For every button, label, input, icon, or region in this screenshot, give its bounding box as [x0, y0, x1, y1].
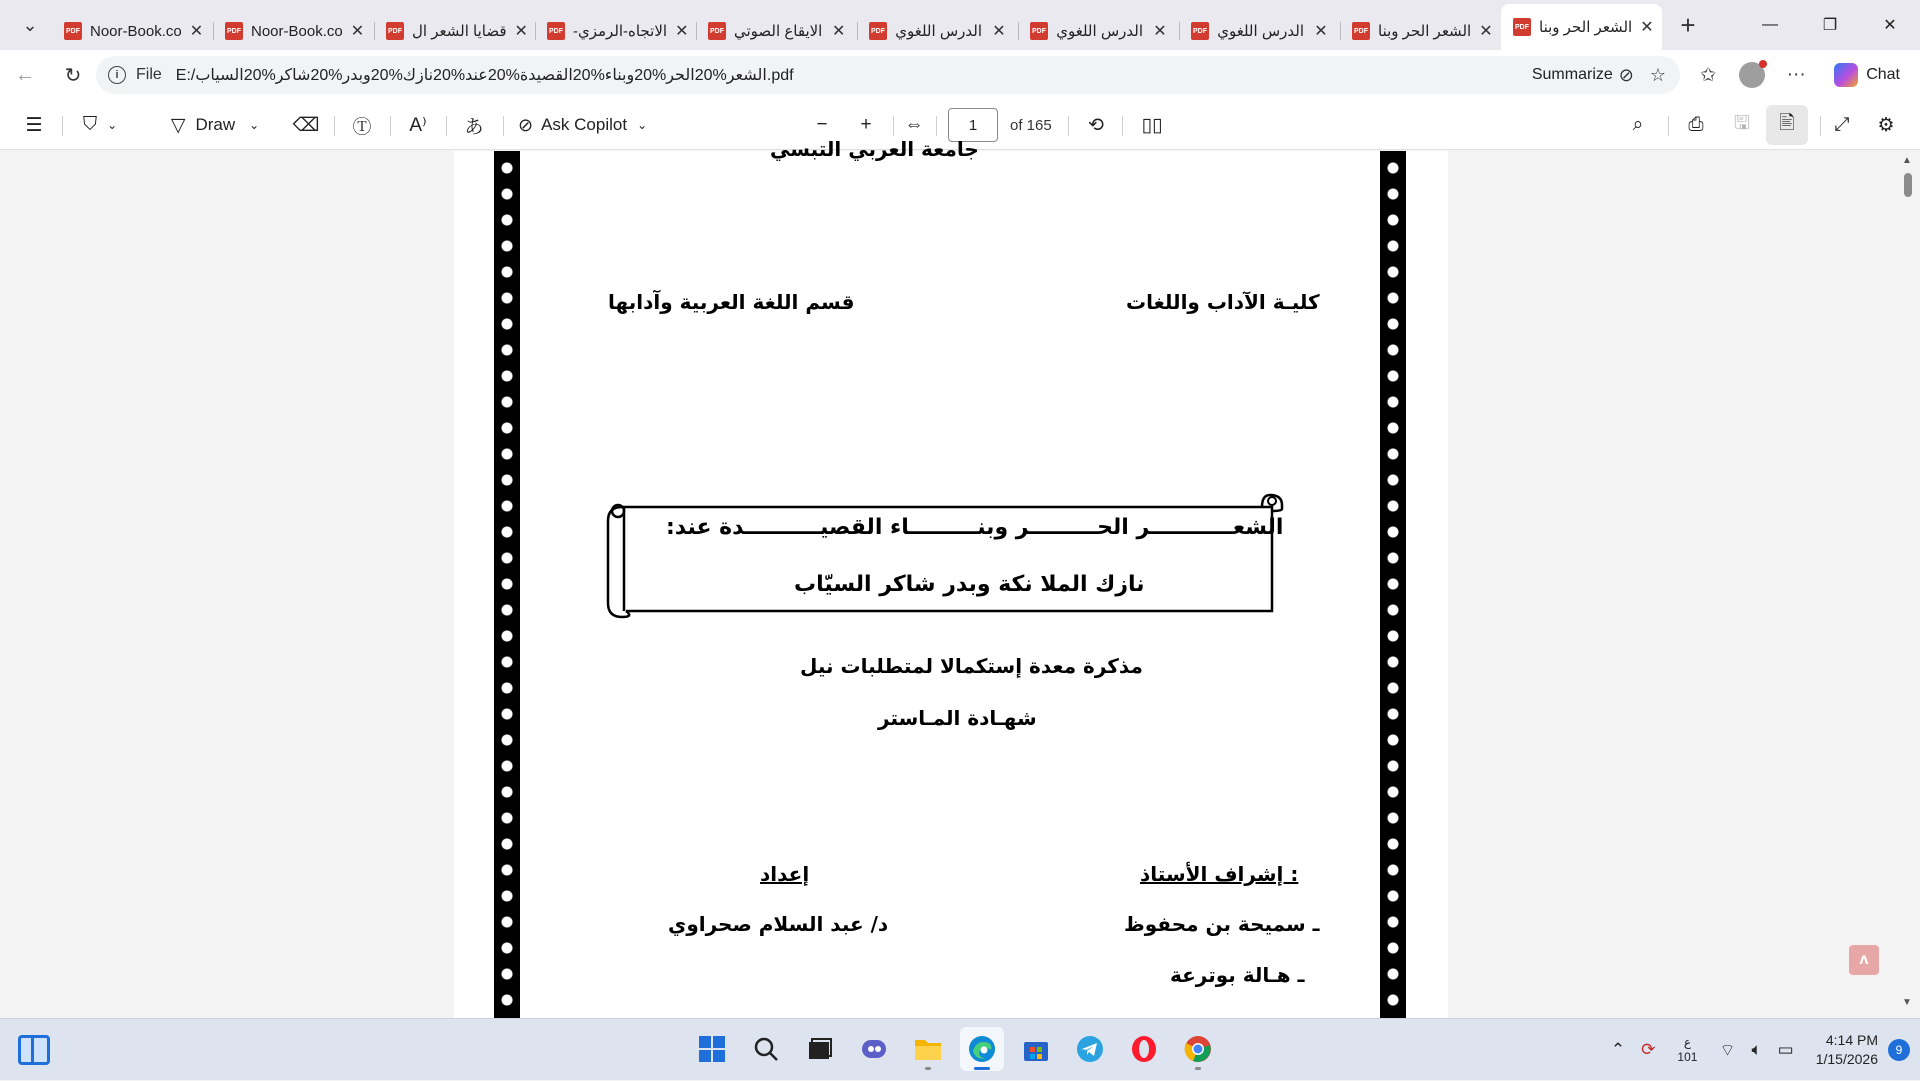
browser-tab[interactable] — [213, 12, 374, 50]
scrollbar-thumb[interactable] — [1904, 173, 1912, 197]
tab-close-icon[interactable]: ✕ — [189, 23, 204, 40]
tab-title: Noor-Book.co — [90, 22, 182, 40]
thesis-subtitle-1: مذكرة معدة إستكمالا لمتطلبات نيل — [800, 654, 1143, 678]
input-language-indicator[interactable] — [1677, 1035, 1697, 1065]
back-arrow-icon[interactable]: ← — [15, 63, 35, 86]
browser-tab[interactable] — [696, 12, 857, 50]
show-hidden-icons-chevron-icon[interactable]: ⌃ — [1610, 1040, 1626, 1059]
search-icon[interactable]: ⌕ — [1632, 114, 1644, 135]
pdf-file-icon: PDF — [1513, 18, 1531, 36]
teams-meet-icon[interactable] — [852, 1027, 896, 1071]
battery-icon[interactable]: ▭ — [1777, 1040, 1794, 1059]
tab-title: الدرس اللغوي — [1056, 23, 1143, 40]
acrobat-icon[interactable]: ᴧ — [1849, 945, 1879, 975]
university-name-cut: جامعة العربي التبسي — [770, 137, 979, 161]
tab-close-icon[interactable]: ✕ — [514, 23, 528, 40]
prepared-by-label — [760, 862, 809, 886]
fit-width-icon[interactable]: ⇔ — [904, 114, 924, 135]
draw-pen-icon: ▽ — [170, 114, 186, 136]
address-bar-row — [0, 50, 1920, 100]
faculty-name: كليـة الآداب واللغات — [1126, 290, 1320, 314]
save-icon[interactable]: 🖫 — [1733, 113, 1751, 134]
tab-close-icon[interactable]: ✕ — [1314, 23, 1328, 40]
pdf-file-icon: PDF — [64, 22, 82, 40]
page-number-input[interactable]: 1 — [948, 108, 998, 142]
address-bar-actions — [1686, 50, 1920, 100]
ask-copilot-label: Ask Copilot — [541, 115, 628, 134]
page-view-icon[interactable]: ▯▯ — [1141, 114, 1163, 136]
taskbar-pinned-apps — [690, 1027, 1220, 1071]
tab-close-icon[interactable]: ✕ — [831, 23, 846, 40]
contents-list-icon[interactable]: ☰ — [25, 114, 43, 136]
tab-strip — [0, 0, 1920, 50]
opera-browser-icon[interactable] — [1122, 1027, 1166, 1071]
draw-button[interactable] — [156, 100, 274, 150]
start-windows-icon[interactable] — [690, 1027, 734, 1071]
supervision-label-text: : إشراف الأستاذ — [1140, 862, 1299, 886]
task-view-icon[interactable] — [798, 1027, 842, 1071]
pdf-file-icon: PDF — [708, 22, 726, 40]
scroll-up-arrow-icon[interactable]: ▲ — [1902, 155, 1912, 166]
print-icon[interactable]: ⎙ — [1688, 114, 1704, 135]
chat-label: Chat — [1866, 66, 1900, 83]
tab-title: Noor-Book.co — [251, 22, 343, 40]
taskbar-search-icon[interactable] — [744, 1027, 788, 1071]
system-tray — [1603, 1019, 1910, 1081]
tab-title: الدرس اللغوي — [895, 23, 982, 40]
department-name: قسم اللغة العربية وآدابها — [608, 290, 855, 314]
tab-close-icon[interactable]: ✕ — [1479, 23, 1493, 40]
more-menu-icon[interactable]: ··· — [1786, 64, 1806, 85]
ask-copilot-button[interactable] — [518, 100, 670, 150]
pdf-file-icon: PDF — [1191, 22, 1209, 40]
supervision-label — [1140, 862, 1298, 886]
browser-tab[interactable] — [1018, 12, 1179, 50]
chrome-browser-icon[interactable] — [1176, 1027, 1220, 1071]
tab-actions-chevron-icon[interactable]: ⌄ — [22, 14, 38, 35]
tab-close-icon[interactable]: ✕ — [350, 23, 365, 40]
favorite-star-icon[interactable]: ☆ — [1649, 64, 1666, 85]
title-scroll-frame — [606, 491, 1286, 617]
language-line1: ع — [1683, 1035, 1692, 1049]
microsoft-store-icon[interactable] — [1014, 1027, 1058, 1071]
tab-close-icon[interactable]: ✕ — [675, 23, 689, 40]
draw-chevron-icon: ⌄ — [249, 118, 260, 132]
tab-close-icon[interactable]: ✕ — [1640, 19, 1654, 36]
minimize-icon[interactable]: — — [1762, 16, 1778, 33]
read-aloud-icon[interactable]: A⁾ — [409, 114, 427, 136]
tab-title: الايقاع الصوتي — [734, 23, 823, 40]
supervisor-name-1: ـ سميحة بن محفوظ — [1124, 912, 1320, 936]
preparer-name: د/ عبد السلام صحراوي — [668, 912, 889, 936]
add-text-icon[interactable]: Ⓣ — [352, 116, 372, 138]
avatar — [1739, 62, 1765, 88]
zoom-in-icon[interactable]: + — [860, 114, 872, 135]
decorative-border-right — [1380, 151, 1406, 1018]
copilot-chat-button[interactable] — [1824, 63, 1910, 87]
clock[interactable] — [1816, 1031, 1878, 1069]
thesis-title-line2: نازك الملا نكة وبدر شاكر السيّاب — [794, 572, 1145, 597]
edge-browser-icon[interactable] — [960, 1027, 1004, 1071]
pdf-file-icon: PDF — [869, 22, 887, 40]
tab-title: الشعر الحر وبنا — [1539, 19, 1633, 36]
url-text[interactable]: E:/الشعر%20الحر%20وبناء%20القصيدة%20عند%20نازك%20وبدر%20شاكر%20السياب.pdf — [175, 67, 794, 84]
sync-alert-icon[interactable]: ⟳ — [1641, 1040, 1656, 1059]
notification-badge[interactable]: 9 — [1888, 1039, 1910, 1061]
supervisor-name-2: ـ هـالة بوترعة — [1170, 963, 1305, 987]
pdf-file-icon: PDF — [1352, 22, 1370, 40]
address-bar[interactable] — [96, 56, 1680, 94]
browser-tab[interactable] — [52, 12, 213, 50]
zoom-out-icon[interactable]: − — [816, 114, 828, 135]
language-line2: 101 — [1677, 1050, 1698, 1064]
copilot-chevron-icon: ⌄ — [637, 118, 648, 132]
clock-date: 1/15/2026 — [1815, 1051, 1878, 1067]
translate-icon[interactable]: あ — [464, 116, 484, 138]
tab-title: الدرس اللغوي — [1217, 23, 1304, 40]
favorites-icon[interactable]: ✩ — [1700, 64, 1717, 86]
browser-tab[interactable] — [857, 12, 1018, 50]
fullscreen-icon[interactable]: ⤢ — [1834, 114, 1850, 135]
pdf-file-icon: PDF — [386, 22, 404, 40]
close-window-icon[interactable]: ✕ — [1883, 17, 1897, 34]
rotate-icon[interactable]: ⟲ — [1088, 114, 1104, 136]
browser-tab[interactable] — [374, 12, 535, 50]
copilot-icon: ⊘ — [518, 114, 534, 135]
clock-time: 4:14 PM — [1825, 1032, 1878, 1048]
decorative-border-left — [494, 151, 520, 1018]
summarize-label: Summarize — [1531, 66, 1613, 83]
profile-avatar[interactable] — [1730, 62, 1774, 88]
copilot-summarize-icon: ⊘ — [1618, 64, 1634, 85]
page-total-label: of 165 — [1010, 116, 1052, 134]
taskbar — [0, 1018, 1920, 1080]
thesis-subtitle-2: شهـادة المـاستر — [878, 706, 1037, 730]
pdf-page — [454, 137, 1448, 1018]
summarize-button[interactable] — [1532, 65, 1666, 86]
pdf-file-icon: PDF — [1030, 22, 1048, 40]
thesis-title-line1: الشعـــــــــــر الحـــــــــر وبنـــــــــاء القصيــــــــــدة عند: — [666, 515, 1284, 540]
restore-icon[interactable]: ❐ — [1822, 17, 1838, 34]
scroll-down-arrow-icon[interactable]: ▼ — [1902, 997, 1912, 1008]
pdf-viewport[interactable] — [0, 137, 1920, 1018]
highlight-icon[interactable]: ⛉ ⌄ — [82, 114, 118, 135]
file-scheme-label: File — [136, 66, 162, 83]
tab-close-icon[interactable]: ✕ — [992, 23, 1006, 40]
refresh-icon[interactable]: ↻ — [64, 64, 82, 87]
window-controls — [1740, 0, 1920, 50]
info-icon[interactable]: i — [108, 66, 126, 84]
browser-tab[interactable] — [1340, 12, 1501, 50]
settings-gear-icon[interactable]: ⚙ — [1877, 114, 1895, 136]
copilot-logo-icon — [1834, 63, 1858, 87]
eraser-icon[interactable]: ⌫ — [292, 114, 320, 136]
save-as-icon[interactable]: 🖹 — [1766, 105, 1808, 145]
tab-title: الشعر الحر وبنا — [1378, 23, 1472, 40]
file-explorer-icon[interactable] — [906, 1027, 950, 1071]
new-tab-plus-icon[interactable]: + — [1680, 9, 1696, 40]
browser-tab[interactable] — [1501, 4, 1662, 50]
vertical-scrollbar[interactable] — [1896, 151, 1920, 1018]
pdf-file-icon: PDF — [547, 22, 565, 40]
widgets-icon[interactable] — [18, 1035, 50, 1065]
browser-tab[interactable] — [1179, 12, 1340, 50]
draw-label: Draw — [195, 115, 236, 134]
telegram-icon[interactable] — [1068, 1027, 1112, 1071]
tab-list — [52, 0, 1662, 50]
prepared-by-label-text: إعداد — [760, 862, 810, 886]
tab-title: الاتجاه-الرمزي- — [573, 23, 668, 40]
volume-muted-icon[interactable]: 🔈︎ — [1751, 1040, 1762, 1059]
pdf-file-icon: PDF — [225, 22, 243, 40]
browser-tab[interactable] — [535, 12, 696, 50]
tab-title: قضايا الشعر ال — [412, 23, 507, 40]
wifi-icon[interactable]: ⌔ — [1719, 1040, 1736, 1060]
tab-close-icon[interactable]: ✕ — [1153, 23, 1167, 40]
